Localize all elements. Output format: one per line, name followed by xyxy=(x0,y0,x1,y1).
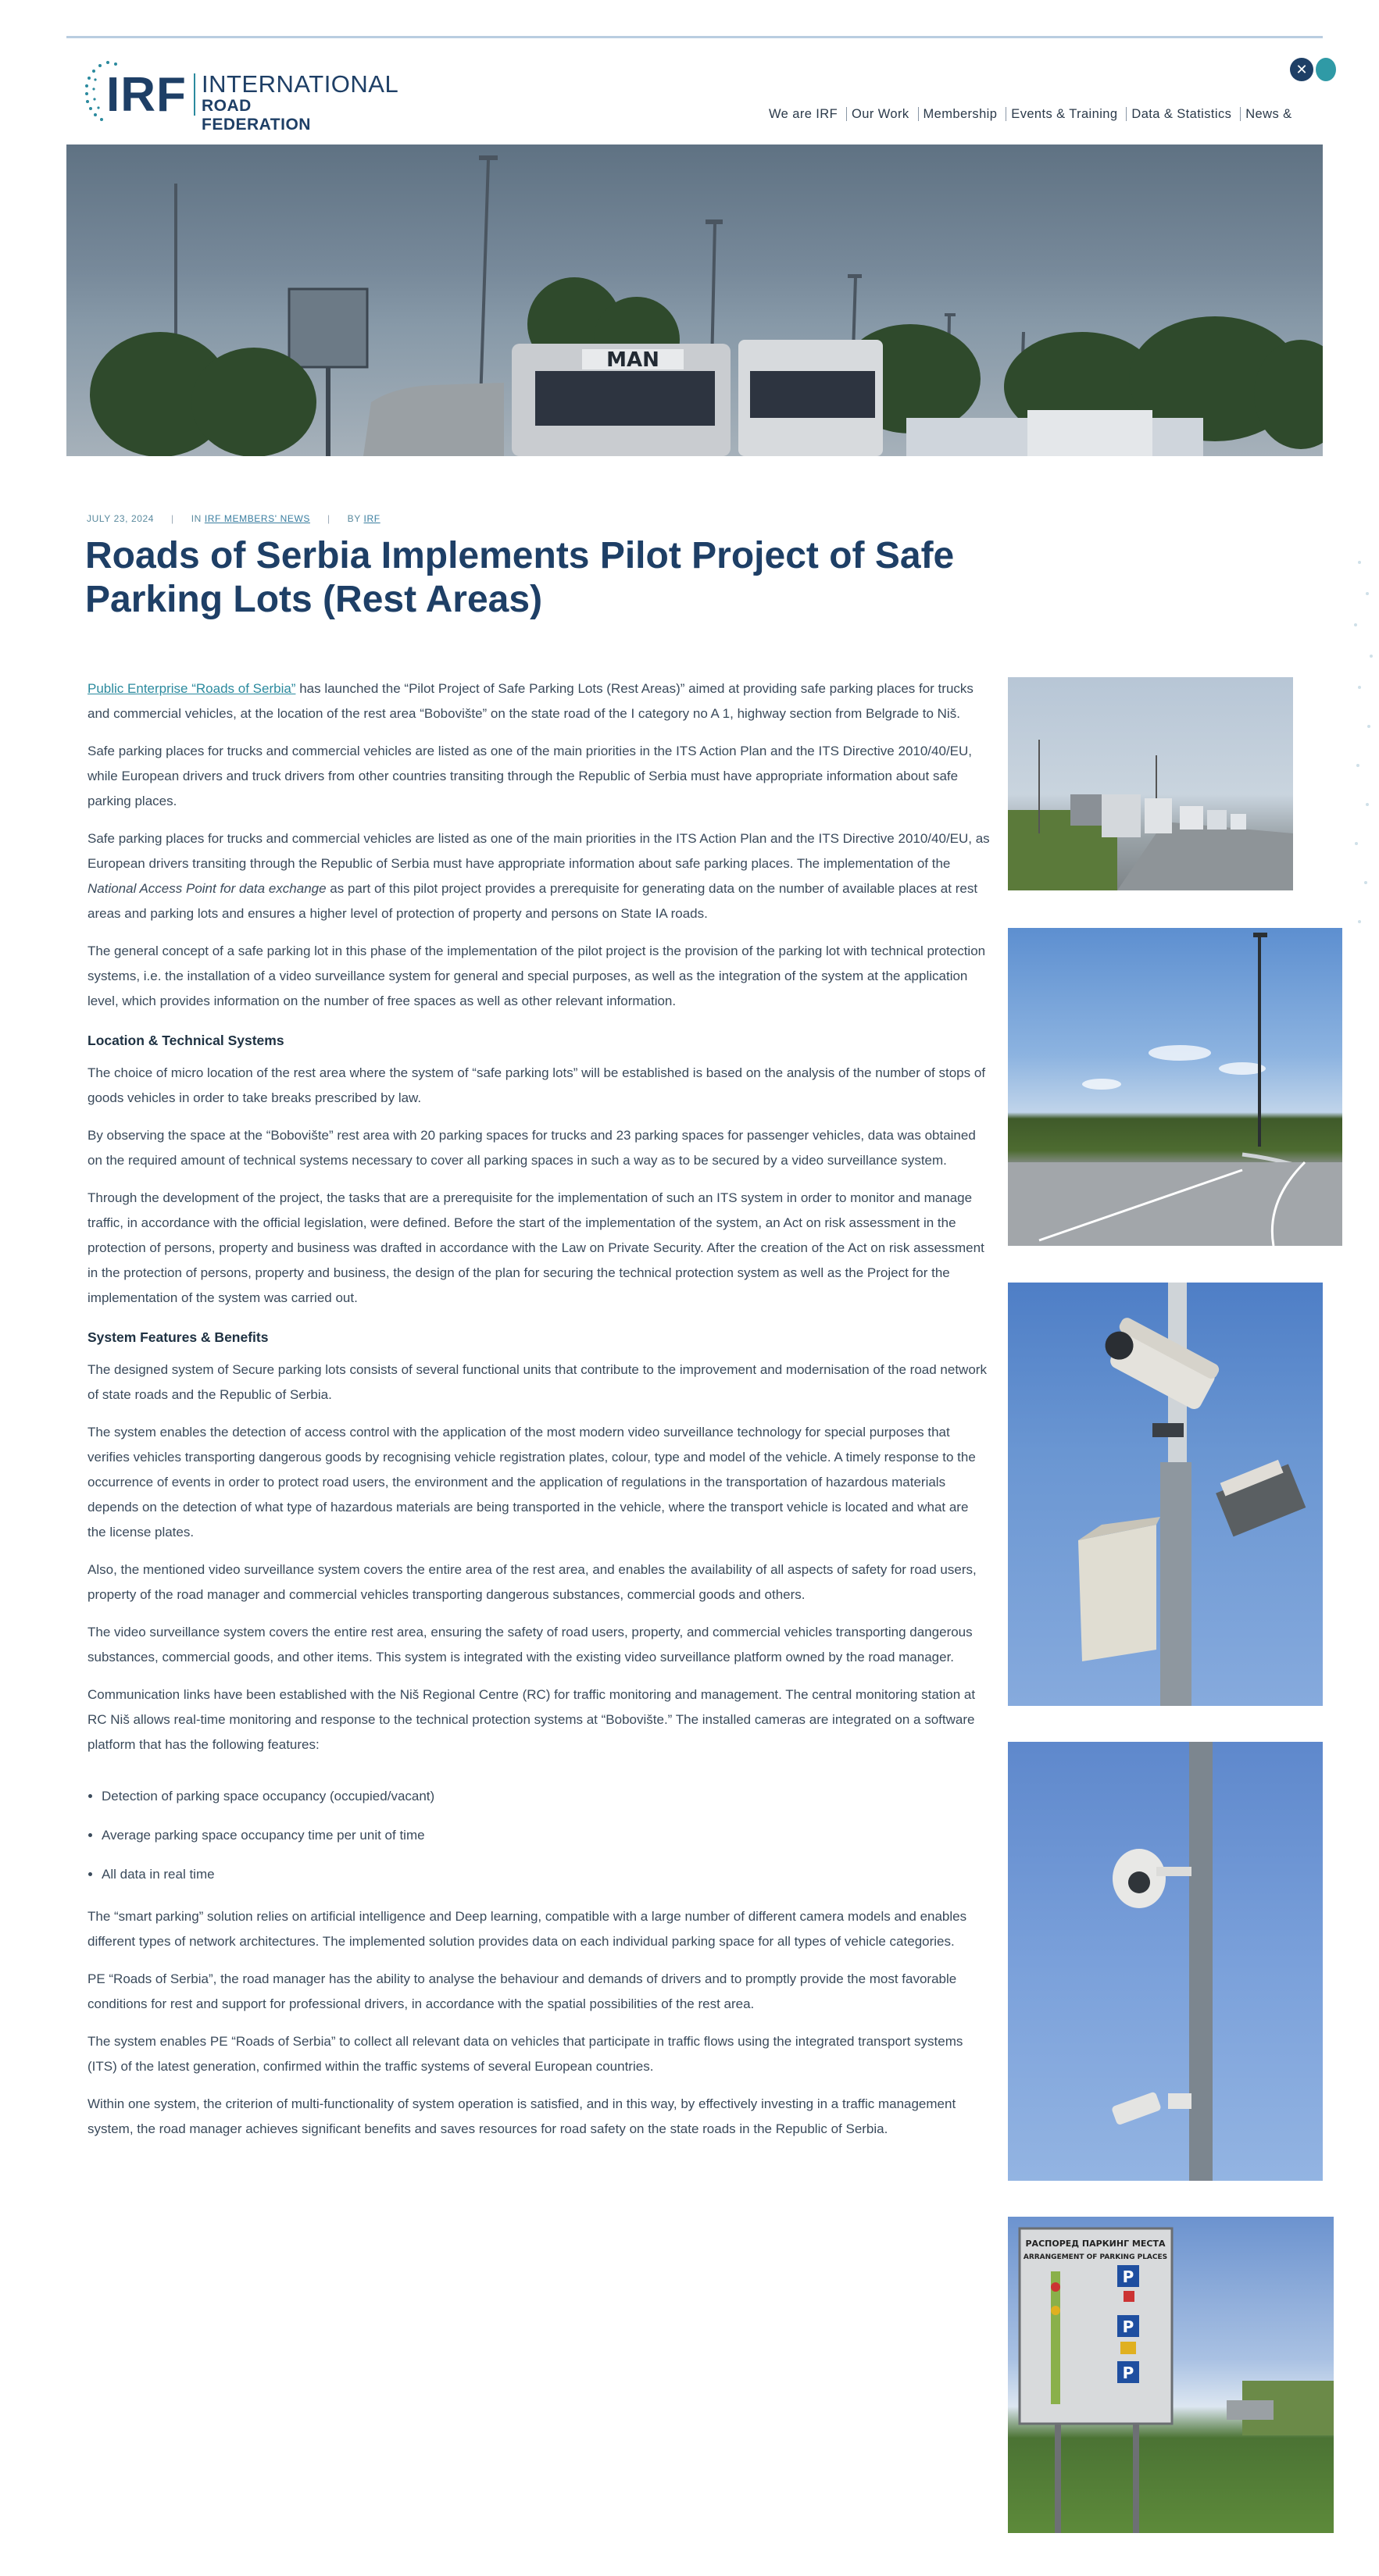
decorative-dots xyxy=(1281,547,1379,953)
rest-area-trucks-photo xyxy=(1008,677,1293,890)
x-icon[interactable]: ✕ xyxy=(1290,58,1313,81)
roads-of-serbia-link[interactable]: Public Enterprise “Roads of Serbia” xyxy=(88,681,296,696)
paragraph: Communication links have been established with the Niš Regional Centre (RC) for traffic monitoring and management. The central monitoring station at RC Niš allows real-time monitoring and response to the technical protection systems at “Bobovište.” The installed cameras are integrated on a software platform that has the following features: xyxy=(88,1687,976,1752)
paragraph: Through the development of the project, the tasks that are a prerequisite for the implementation of such an ITS system in order to monitor and manage traffic, in accordance with the official legislation, were defined. Before the start of the implementation of the system, an Act on risk assessment in the protection of persons, property and business was drafted in accordance with the Law on Private Security. After the creation of the Act on risk assessment in the protection of persons, property and business, the design of the plan for securing the technical protection system as well as the Project for the implementation of the system was carried out. xyxy=(88,1190,984,1305)
logo-line-1: INTERNATIONAL xyxy=(202,70,399,98)
paragraph: The designed system of Secure parking lots consists of several functional units that contribute to the improvement and modernisation of the road network of state roads and the Republic of Serbia. xyxy=(88,1362,987,1402)
nav-item-data-statistics[interactable]: Data & Statistics xyxy=(1126,107,1236,121)
paragraph: The system enables PE “Roads of Serbia” to collect all relevant data on vehicles that participate in traffic flows using the integrated transport systems (ITS) of the latest generation, confirmed within the traffic systems of several European countries. xyxy=(88,2034,963,2074)
paragraph: The choice of micro location of the rest area where the system of “safe parking lots” will be established is based on the analysis of the number of stops of goods vehicles in order to take breaks prescribed by law. xyxy=(88,1065,986,1105)
list-item: • Average parking space occupancy time per unit of time xyxy=(102,1823,990,1848)
road-curve-photo xyxy=(1008,928,1342,1246)
meta-separator: | xyxy=(171,513,174,524)
camera-pole-photo xyxy=(1008,1283,1323,1706)
category-link[interactable]: IRF MEMBERS' NEWS xyxy=(204,513,310,524)
nav-item-membership[interactable]: Membership xyxy=(918,107,1002,121)
nav-item-our-work[interactable]: Our Work xyxy=(846,107,914,121)
author-prefix: BY xyxy=(347,513,361,524)
category-prefix: IN xyxy=(191,513,202,524)
section-heading-location: Location & Technical Systems xyxy=(88,1033,284,1048)
nav-item-news[interactable]: News & xyxy=(1240,107,1296,121)
hero-image xyxy=(66,144,1323,456)
paragraph: Public Enterprise “Roads of Serbia” has launched the “Pilot Project of Safe Parking Lots (Rest Areas)” aimed at providing safe parking places for trucks and commercial vehicles, at the location of the rest area “Bobovište” on the state road of the I category no A 1, highway section from Belgrade to Niš. xyxy=(88,681,974,721)
author-link[interactable]: IRF xyxy=(363,513,380,524)
paragraph: Safe parking places for trucks and commercial vehicles are listed as one of the main priorities in the ITS Action Plan and the ITS Directive 2010/40/EU, while European drivers and truck drivers from other countries transiting through the Republic of Serbia must have appropriate information about safe parking places. xyxy=(88,744,973,808)
social-icon[interactable] xyxy=(1316,58,1336,81)
sign-title-cyrillic: РАСПОРЕД ПАРКИНГ МЕСТА xyxy=(1025,2239,1166,2249)
parking-sign-photo xyxy=(1008,2217,1334,2533)
sign-p-2: P xyxy=(1122,2317,1134,2336)
dome-camera-photo xyxy=(1008,1742,1323,2181)
post-date: JULY 23, 2024 xyxy=(87,513,155,524)
paragraph: Also, the mentioned video surveillance system covers the entire area of the rest area, and enables the availability of all aspects of safety for road users, property of the road manager and commercial vehicles transporting dangerous substances, commercial goods and others. xyxy=(88,1562,977,1602)
paragraph: The video surveillance system covers the entire rest area, ensuring the safety of road users, property, and commercial vehicles transporting dangerous substances, commercial goods, and other items. This system is integrated with the existing video surveillance platform owned by the road manager. xyxy=(88,1625,973,1664)
main-navigation xyxy=(769,107,1379,126)
top-divider xyxy=(66,36,1323,38)
paragraph: By observing the space at the “Bobovište” rest area with 20 parking spaces for trucks and 23 parking spaces for passenger vehicles, data was obtained on the required amount of technical systems necessary to cover all parking spaces in such a way as to be secured by a video surveillance system. xyxy=(88,1128,976,1168)
logo-divider xyxy=(194,73,195,116)
paragraph: The system enables the detection of access control with the application of the most modern video surveillance technology for special purposes that verifies vehicles transporting dangerous goods by recognising vehicle registration plates, colour, type and model of the vehicle. A timely response to the occurrence of events in order to protect road users, the environment and the application of regulations in the transportation of hazardous materials depends on the detection of what type of hazardous materials are being transported in the vehicle, where the transport vehicle is located and what are the license plates. xyxy=(88,1425,976,1540)
logo-line-2: ROAD FEDERATION xyxy=(202,97,311,134)
paragraph: Within one system, the criterion of multi-functionality of system operation is satisfied, and in this way, by effectively investing in a traffic management system, the road manager achieves significant benefits and saves resources for road safety on the state roads in the Republic of Serbia. xyxy=(88,2096,956,2136)
feature-list xyxy=(88,1784,990,1887)
camera-pole-scene xyxy=(1008,1283,1323,1706)
sign-p-3: P xyxy=(1122,2364,1134,2382)
rest-area-scene xyxy=(1008,677,1293,890)
dome-camera-scene xyxy=(1008,1742,1323,2181)
sign-title-latin: ARRANGEMENT OF PARKING PLACES xyxy=(1023,2253,1168,2261)
nav-item-we-are-irf[interactable]: We are IRF xyxy=(769,107,838,121)
paragraph: The general concept of a safe parking lot in this phase of the implementation of the pilot project is the provision of the parking lot with technical protection systems, i.e. the installation of a video surveillance system for general and special purposes, as well as the integration of the system at the application level, which provides information on the number of free spaces as well as other relevant information. xyxy=(88,944,986,1008)
list-item: • All data in real time xyxy=(102,1862,990,1887)
logo-mark: IRF xyxy=(106,68,187,122)
page-title: Roads of Serbia Implements Pilot Project of Safe Parking Lots (Rest Areas) xyxy=(85,535,955,620)
truck-brand-text: MAN xyxy=(606,348,659,372)
section-heading-features: System Features & Benefits xyxy=(88,1329,269,1345)
paragraph: The “smart parking” solution relies on artificial intelligence and Deep learning, compatible with a large number of different camera models and enables different types of network architectures. The implemented solution provides data on each individual parking space for all types of vehicle categories. xyxy=(88,1909,967,1949)
sign-p-1: P xyxy=(1122,2267,1134,2286)
meta-separator: | xyxy=(327,513,330,524)
post-meta xyxy=(87,513,380,524)
parking-sign-scene xyxy=(1008,2217,1334,2533)
hero-truck-scene xyxy=(66,144,1323,456)
list-item: • Detection of parking space occupancy (occupied/vacant) xyxy=(102,1784,990,1809)
nav-item-events-training[interactable]: Events & Training xyxy=(1006,107,1122,121)
road-scene xyxy=(1008,928,1342,1246)
article-body xyxy=(88,676,990,2154)
paragraph: Safe parking places for trucks and commercial vehicles are listed as one of the main priorities in the ITS Action Plan and the ITS Directive 2010/40/EU, as European drivers transiting through the Republic of Serbia must have appropriate information about safe parking places. The implementation of the National Access Point for data exchange as part of this pilot project provides a prerequisite for generating data on the number of available places at rest areas and parking lots and ensures a higher level of protection of property and persons on State IA roads. xyxy=(88,831,990,921)
irf-logo[interactable] xyxy=(84,56,399,134)
paragraph: PE “Roads of Serbia”, the road manager has the ability to analyse the behaviour and demands of drivers and to promptly provide the most favorable conditions for rest and support for professional drivers, in accordance with the spatial possibilities of the rest area. xyxy=(88,1971,957,2011)
